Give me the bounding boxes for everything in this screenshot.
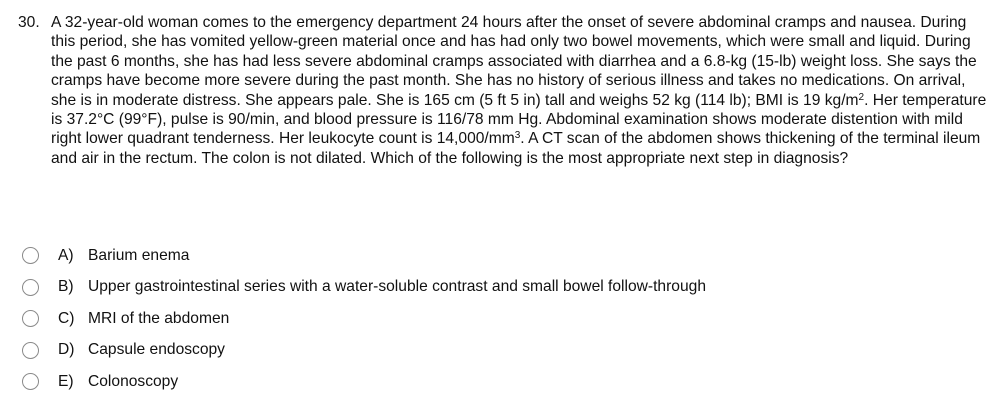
option-letter: C): [58, 309, 75, 327]
superscript-3: 3: [514, 130, 521, 142]
option-text: Upper gastrointestinal series with a water-soluble contrast and small bowel follow-through: [88, 278, 706, 295]
option-text: Colonoscopy: [88, 372, 179, 390]
option-a[interactable]: [22, 245, 982, 266]
question-number: 30.: [18, 14, 40, 31]
question-stem: [51, 13, 987, 168]
option-b[interactable]: [22, 277, 982, 298]
option-letter: B): [58, 278, 74, 295]
option-letter: A): [58, 246, 74, 264]
radio-button-e[interactable]: [22, 373, 39, 390]
stem-text-part-2: . Her temperature is 37.2°C (99°F), pulse is 90/min, and blood pressure is 116/78 mm Hg. Abdominal examination shows moderate distention with mild right lower quadrant tenderness. Her leukocyte count is 14,000/mm: [51, 91, 987, 148]
option-text: MRI of the abdomen: [88, 309, 230, 327]
option-d[interactable]: [22, 340, 982, 361]
radio-button-c[interactable]: [22, 310, 39, 327]
option-letter: D): [58, 341, 75, 358]
option-text: Barium enema: [88, 246, 190, 264]
option-text: Capsule endoscopy: [88, 341, 225, 358]
stem-text-part-3: . A CT scan of the abdomen shows thickening of the terminal ileum and air in the rectum. The colon is not dilated. Which of the following is the most appropriate next step in diagnosis?: [51, 130, 981, 167]
radio-button-d[interactable]: [22, 342, 39, 359]
option-c[interactable]: [22, 308, 982, 329]
radio-button-b[interactable]: [22, 279, 39, 296]
superscript-2: 2: [858, 91, 865, 103]
question-block: [18, 13, 990, 168]
option-e[interactable]: [22, 371, 982, 392]
option-letter: E): [58, 372, 74, 390]
radio-button-a[interactable]: [22, 247, 39, 264]
stem-text-part-1: A 32-year-old woman comes to the emergency department 24 hours after the onset of severe abdominal cramps and nausea. During this period, she has vomited yellow-green material once and has had only two bowel movements, which were small and liquid. During the past 6 months, she has had less severe abdominal cramps associated with diarrhea and a 6.8-kg (15-lb) weight loss. She says the cramps have become more severe during the past month. She has no history of serious illness and takes no medications. On arrival, she is in moderate distress. She appears pale. She is 165 cm (5 ft 5 in) tall and weighs 52 kg (114 lb); BMI is 19 kg/m: [51, 14, 977, 109]
answer-options: [22, 245, 982, 403]
